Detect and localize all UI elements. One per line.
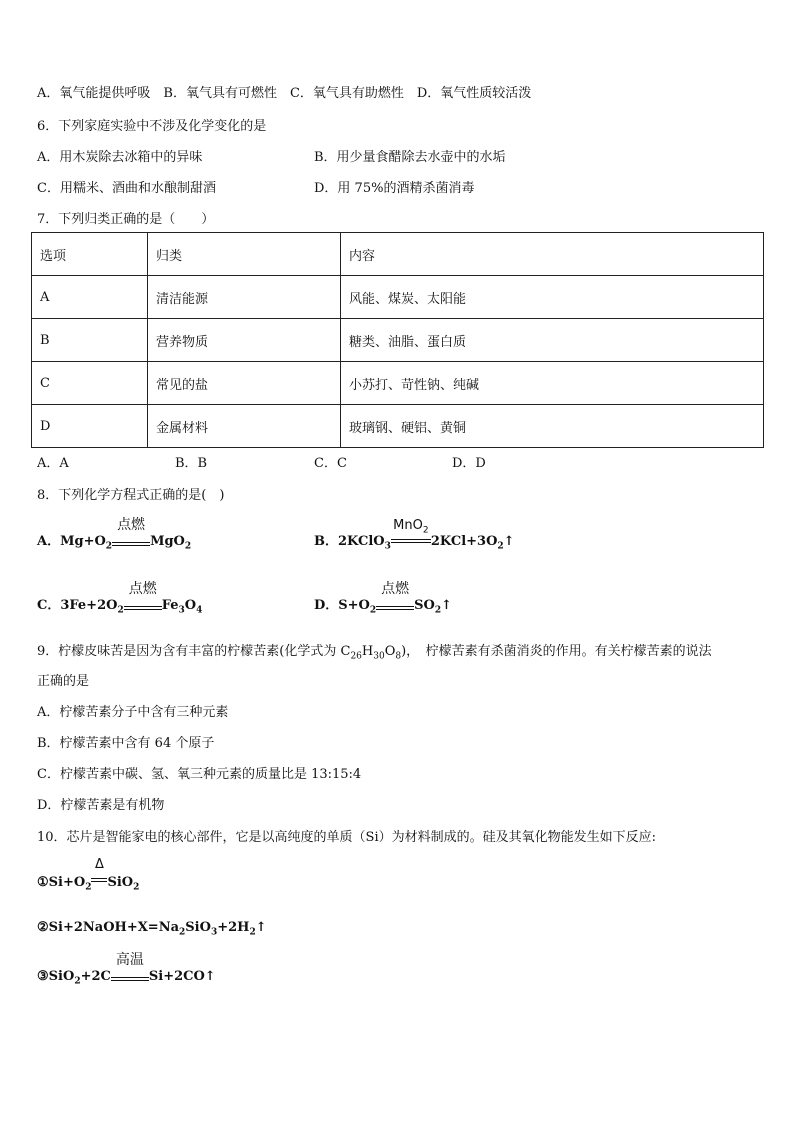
table-cell: 常见的盐 (148, 362, 341, 405)
table-cell: 营养物质 (148, 319, 341, 362)
reaction-condition: Δ (95, 857, 104, 872)
q10-stem: 10．芯片是智能家电的核心部件，它是以高纯度的单质（Si）为材料制成的。硅及其氧化物能发生如下反应: (37, 830, 656, 845)
q7-option-c: C．C (314, 456, 347, 471)
equation-right: SO (414, 598, 435, 613)
reaction-condition: MnO$_2$ (393, 518, 429, 536)
equation-part: +2H (217, 920, 250, 935)
equation-left: D．S+O (314, 598, 370, 613)
table-cell: 风能、煤炭、太阳能 (341, 276, 764, 319)
reaction-condition: 点燃 (128, 581, 157, 597)
q9-stem-2: 正确的是 (37, 674, 90, 689)
reaction-arrow (391, 518, 431, 549)
equation-left: C．3Fe+2O (37, 598, 118, 613)
table-row (32, 405, 764, 448)
reaction-arrow (91, 857, 107, 890)
q8-option-d: D．$S+O_2$ 点燃 $SO_2↑$ (314, 594, 452, 616)
q9-option-d: D．柠檬苦素是有机物 (37, 798, 165, 813)
equation-right: Si+2CO↑ (148, 969, 216, 984)
q6-option-c: C．用糯米、酒曲和水酿制甜酒 (37, 181, 216, 196)
table-cell: A (32, 276, 148, 319)
reaction-arrow (124, 581, 162, 613)
q7-stem: 7．下列归类正确的是（ ） (37, 212, 215, 227)
equation-left: +2C (80, 969, 111, 984)
table-header-row (32, 233, 764, 276)
reaction-arrow (376, 581, 414, 613)
table-row (32, 319, 764, 362)
q6-stem: 6．下列家庭实验中不涉及化学变化的是 (37, 119, 267, 134)
q7-option-d: D．D (452, 456, 486, 471)
q7-option-b: B．B (175, 456, 208, 471)
equation-right: 2KCl+3O (430, 534, 498, 549)
equation-left: ③SiO (37, 969, 75, 984)
reaction-condition: 点燃 (381, 581, 410, 597)
equation-right: SiO (107, 875, 134, 890)
q9-stem-part: )， 柠檬苦素有杀菌消炎的作用。有关柠檬苦素的说法 (401, 644, 712, 659)
q9-stem-part: H (361, 644, 374, 659)
table-cell: 玻璃钢、硬铝、黄铜 (341, 405, 764, 448)
classification-table (31, 232, 764, 448)
reaction-arrow (112, 517, 150, 549)
q7-option-a: A．A (37, 456, 69, 471)
equation-part: SiO (185, 920, 211, 935)
table-cell: 糖类、油脂、蛋白质 (341, 319, 764, 362)
table-cell: B (32, 319, 148, 362)
equation-right: Fe (161, 598, 179, 613)
table-header-cell: 归类 (148, 233, 341, 276)
table-header-cell: 选项 (32, 233, 148, 276)
reaction-2: $②Si+2NaOH+X=Na_2SiO_3+2H_2↑$ (37, 920, 267, 938)
table-cell: 金属材料 (148, 405, 341, 448)
q9-stem-part: O (384, 644, 396, 659)
q9-option-b: B．柠檬苦素中含有 64 个原子 (37, 736, 215, 751)
q6-option-d: D．用 75%的酒精杀菌消毒 (314, 181, 475, 196)
subscript: 8 (395, 651, 402, 662)
equation-left: A．Mg+O (37, 534, 106, 549)
q8-option-c: C．$3Fe+2O_2$ 点燃 $Fe_3O_4$ (37, 594, 202, 616)
q9-stem (37, 640, 712, 662)
q8-option-b: B．2KClO$_3$ MnO$_2$ $2KCl+3O_2↑$ (314, 518, 515, 552)
q8-option-a: A．$Mg+O_2$ 点燃 MgO$_2$ (37, 530, 191, 552)
table-row (32, 276, 764, 319)
q9-stem-part: 9．柠檬皮味苦是因为含有丰富的柠檬苦素(化学式为 C (37, 644, 351, 659)
equation-part: ②Si+2NaOH+X=Na (37, 920, 180, 935)
reaction-1: $①Si+O_2$ Δ SiO$_2$ (37, 857, 140, 893)
q8-stem: 8．下列化学方程式正确的是( ) (37, 488, 225, 503)
equation-right: MgO (150, 534, 185, 549)
q6-option-b: B．用少量食醋除去水壶中的水垢 (314, 150, 506, 165)
equation-left: ①Si+O (37, 875, 86, 890)
q9-option-c: C．柠檬苦素中碳、氢、氧三种元素的质量比是 13:15:4 (37, 767, 362, 782)
table-cell: 清洁能源 (148, 276, 341, 319)
reaction-3: ③SiO$_2$+2C 高温 Si+2CO↑ (37, 966, 216, 987)
q9-option-a: A．柠檬苦素分子中含有三种元素 (37, 705, 229, 720)
reaction-condition: 高温 (115, 952, 144, 968)
table-cell: 小苏打、苛性钠、纯碱 (341, 362, 764, 405)
subscript: 26 (350, 651, 362, 662)
table-cell: C (32, 362, 148, 405)
reaction-arrow (111, 952, 149, 984)
q6-option-a: A．用木炭除去冰箱中的异味 (37, 150, 203, 165)
reaction-condition: 点燃 (117, 517, 146, 533)
subscript: 30 (373, 651, 385, 662)
table-row (32, 362, 764, 405)
table-cell: D (32, 405, 148, 448)
equation-left: B．2KClO (314, 534, 385, 549)
table-header-cell: 内容 (341, 233, 764, 276)
q5-options: A．氧气能提供呼吸 B．氧气具有可燃性 C．氧气具有助燃性 D．氧气性质较活泼 (37, 86, 532, 101)
